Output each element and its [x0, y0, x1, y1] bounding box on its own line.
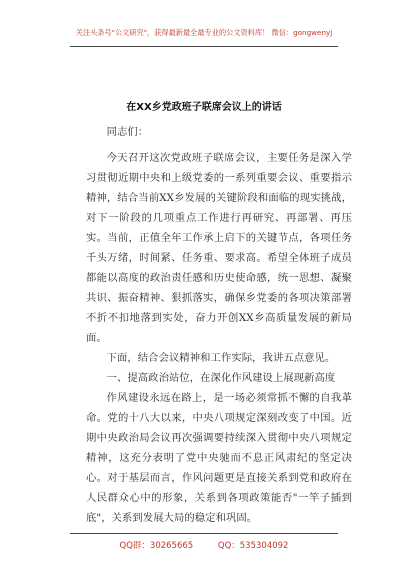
footer-contact: QQ群：30265665 QQ：535304092 — [119, 541, 289, 551]
header-divider — [70, 46, 338, 47]
document-title: 在XX乡党政班子联席会议上的讲话 — [126, 102, 282, 113]
salutation: 同志们： — [106, 126, 149, 138]
header-note: 关注头条号"公文研究"，获得最新最全最专业的公文资料库！ 微信：gongwenyj — [75, 28, 333, 37]
footer-divider — [70, 533, 338, 534]
paragraph: 下面，结合会议精神和工作实际，我讲五点意见。 — [106, 352, 336, 364]
paragraph: 作风建设永远在路上，是一场必须常抓不懈的自我革命。党的十八大以来，中央八项规定深刻改变了中国。近期中央政治局会议再次强调要持续深入贯彻中央八项规定精神，这充分表明了党中央驰而不息正风肃纪的坚定决心。对于基层而言，作风问题更是直接关系到党和政府在人民群众心中的形象，关系到各项政策能否"一竿子插到底"，关系到发展大局的稳定和巩固。 — [86, 392, 352, 524]
paragraph: 今天召开这次党政班子联席会议，主要任务是深入学习贯彻近期中央和上级党委的一系列重要会议、重要指示精神，结合当前XX乡发展的关键阶段和面临的现实挑战，对下一阶段的几项重点工作进行再研究、再部署、再压实。当前，正值全年工作承上启下的关键节点，各项任务千头万绪，时间紧、任务重、要求高。希望全体班子成员都能以高度的政治责任感和历史使命感，统一思想、凝聚共识、振奋精神、狠抓落实，确保乡党委的各项决策部署不折不扣地落到实处，奋力开创XX乡高质量发展的新局面。 — [86, 152, 352, 344]
document-body — [86, 122, 352, 528]
section-heading: 一、提高政治站位，在深化作风建设上展现新高度 — [106, 372, 336, 384]
